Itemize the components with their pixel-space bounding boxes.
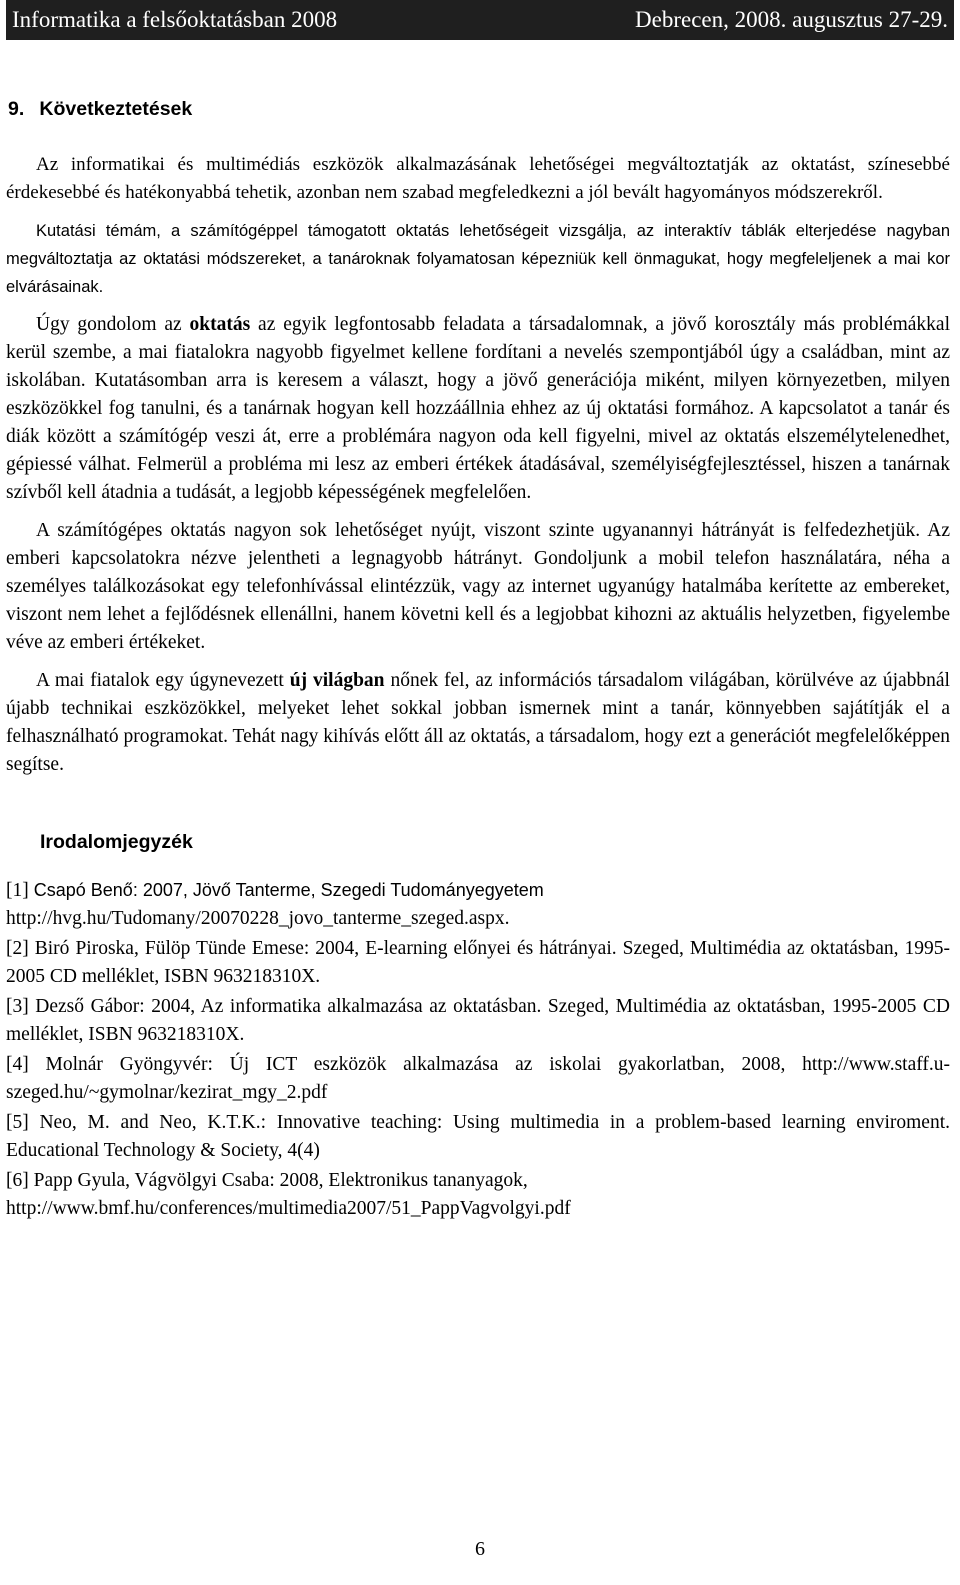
paragraph-5-emphasis: új világban xyxy=(289,670,385,691)
reference-1-url: http://hvg.hu/Tudomany/20070228_jovo_tanterme_szeged.aspx. xyxy=(6,908,510,929)
header-date-location: Debrecen, 2008. augusztus 27-29. xyxy=(635,7,948,32)
reference-4: [4] Molnár Gyöngyvér: Új ICT eszközök alkalmazása az iskolai gyakorlatban, 2008, http://www.staff.u-szeged.hu/~gymolnar/kezirat_mgy_2.pdf xyxy=(6,1054,950,1103)
paragraph-3 xyxy=(6,311,950,507)
section-title: Következtetések xyxy=(39,98,193,120)
paragraph-3-text-b: az egyik legfontosabb feladata a társadalomnak, a jövő korosztály más problémákkal kerül szembe, a mai fiatalokra nagyobb figyelmet kellene fordítani a nevelés szempontjából úgy a családban, mint az iskolában. Kutatásomban arra is keresem a választ, hogy a jövő generációja miként, milyen környezetben, milyen eszközökkel fog tanulni, és a tanárnak hogyan kell hozzáállnia ehhez az új oktatási formához. A kapcsolatot a tanár és diák között a számítógép veszi át, erre a problémára nagyon oda kell figyelni, mivel az oktatás elszemélytelenedhet, gépiessé válhat. Felmerül a probléma mi lesz az emberi értékek átadásával, személyiségfejlesztéssel, hiszen a tanárnak szívből kell átadnia a tudását, a legjobb képességének megfelelően. xyxy=(6,314,950,503)
paragraph-5-text-b: nőnek fel, az információs társadalom világában, körülvéve az újabbnál újabb technikai eszközökkel, melyeket lehet sokkal jobban ismernek mint a tanár, könnyebben sajátítják el a felhasználható programokat. Tehát nagy kihívás előtt áll az oktatás, a társadalom, hogy ezt a generációt megfelelőképpen segítse. xyxy=(6,670,950,775)
paragraph-3-text-a: Úgy gondolom az xyxy=(36,314,190,335)
reference-5: [5] Neo, M. and Neo, K.T.K.: Innovative teaching: Using multimedia in a problem-based learning enviroment. Educational Technology & Society, 4(4) xyxy=(6,1112,950,1161)
paragraph-4: A számítógépes oktatás nagyon sok lehetőséget nyújt, viszont szinte ugyanannyi hátrányát is felfedezhetjük. Az emberi kapcsolatokra nézve jelentheti a legnagyobb hátrányt. Gondoljunk a mobil telefon használatára, néha a személyes találkozásokat egy telefonhívással elintézzük, vagy az internet ugyanúgy hatalmába kerítette az embereket, viszont nem lehet a fejlődésnek ellenállni, hanem követni kell és a legjobbat kihozni az aktuális helyzetben, figyelembe véve az emberi értékeket. xyxy=(6,520,950,653)
reference-3: [3] Dezső Gábor: 2004, Az informatika alkalmazása az oktatásban. Szeged, Multimédia az oktatásban, 1995-2005 CD melléklet, ISBN 963218310X. xyxy=(6,996,950,1045)
header-conference-title: Informatika a felsőoktatásban 2008 xyxy=(12,7,338,32)
reference-6-text: [6] Papp Gyula, Vágvölgyi Csaba: 2008, Elektronikus tananyagok, xyxy=(6,1170,528,1191)
paragraph-2: Kutatási témám, a számítógéppel támogatott oktatás lehetőségeit vizsgálja, az interaktív táblák elterjedése nagyban megváltoztatja az oktatási módszereket, a tanároknak folyamatosan képezniük kell önmagukat, hogy megfeleljenek a mai kor elvárásainak. xyxy=(6,222,950,296)
paragraph-1: Az informatikai és multimédiás eszközök alkalmazásának lehetőségei megváltoztatják az oktatást, színesebbé érdekesebbé és hatékonyabbá tehetik, azonban nem szabad megfeledkezni a jól bevált hagyományos módszerekről. xyxy=(6,154,950,203)
references-heading: Irodalomjegyzék xyxy=(40,831,193,853)
page-number: 6 xyxy=(475,1538,485,1560)
document-body xyxy=(6,90,950,1225)
reference-1-text: Csapó Benő: 2007, Jövő Tanterme, Szegedi Tudományegyetem xyxy=(28,880,544,900)
section-number: 9. xyxy=(8,98,25,120)
page-header xyxy=(6,0,954,40)
reference-6 xyxy=(6,1167,950,1223)
paragraph-5-text-a: A mai fiatalok egy úgynevezett xyxy=(36,670,290,691)
reference-6-url: http://www.bmf.hu/conferences/multimedia2007/51_PappVagvolgyi.pdf xyxy=(6,1198,571,1219)
paragraph-5 xyxy=(6,667,950,779)
section-heading xyxy=(8,98,950,121)
paragraph-3-emphasis: oktatás xyxy=(189,314,251,335)
reference-1 xyxy=(6,876,950,933)
reference-1-number: [1] xyxy=(6,880,29,901)
reference-2: [2] Biró Piroska, Fülöp Tünde Emese: 2004, E-learning előnyei és hátrányai. Szeged, Multimédia az oktatásban, 1995-2005 CD melléklet, ISBN 963218310X. xyxy=(6,938,950,987)
